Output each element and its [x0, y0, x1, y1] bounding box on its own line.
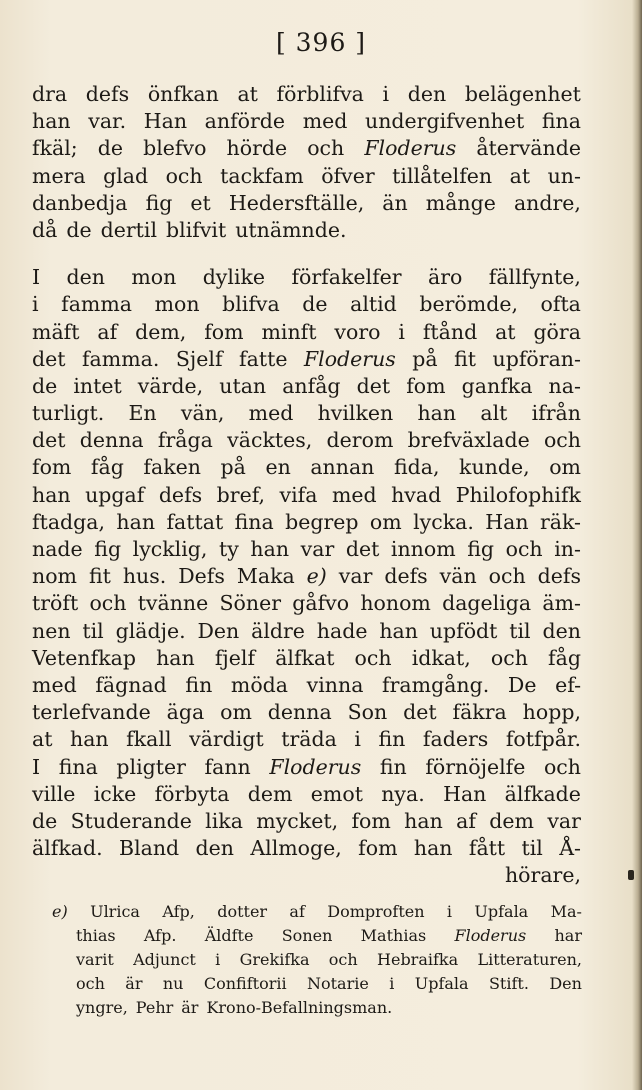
- body-line: Vetenfkap han fjelf älfkat och idkat, och fåg: [32, 645, 581, 670]
- footnote: [52, 900, 582, 1020]
- body-line: han upgaf defs bref, vifa med hvad Philofophifk: [32, 482, 581, 507]
- body-line: de intet värde, utan anfåg det fom ganfka na-: [32, 373, 581, 398]
- body-line: de Studerande lika mycket, fom han af dem var: [32, 808, 581, 833]
- body-line: mäft af dem, fom minft voro i ftånd at göra: [32, 319, 581, 344]
- body-text: [32, 81, 581, 889]
- catchword: hörare,: [504, 863, 581, 888]
- body-line: turligt. En vän, med hvilken han alt ifrån: [32, 401, 581, 426]
- body-line: då de dertil blifvit utnämnde.: [32, 217, 347, 242]
- body-line: danbedja fig et Hedersftälle, än månge andre,: [32, 190, 581, 215]
- body-line: fom fåg faken på en annan fida, kunde, om: [32, 455, 581, 480]
- body-line: ftadga, han fattat fina begrep om lycka. Han räk-: [32, 509, 581, 534]
- body-line: I den mon dylike förfakelfer äro fällfynte,: [32, 265, 581, 290]
- page-number: [ 396 ]: [275, 28, 367, 57]
- body-line: dra defs önfkan at förblifva i den belägenhet: [32, 82, 581, 106]
- body-line: at han fkall värdigt träda i fin faders fotfpår.: [32, 727, 581, 752]
- body-line: det denna fråga väcktes, derom brefväxlade och: [32, 428, 581, 453]
- body-line: ville icke förbyta dem emot nya. Han älfkade: [32, 781, 581, 806]
- body-line: nom fit hus. Defs Maka e) var defs vän och defs: [32, 564, 581, 589]
- page-spine-shadow: [632, 0, 642, 1090]
- footnote-line: och är nu Confiftorii Notarie i Upfala Stift. Den: [76, 974, 582, 993]
- body-line: han var. Han anförde med undergifvenhet fina: [32, 109, 581, 134]
- body-line: med fägnad fin möda vinna framgång. De ef-: [32, 672, 581, 697]
- body-line: I fina pligter fann Floderus fin förnöjelfe och: [32, 754, 581, 779]
- body-line: i famma mon blifva de altid berömde, ofta: [32, 292, 581, 317]
- body-line: fkäl; de blefvo hörde och Floderus återvände: [32, 136, 581, 161]
- body-line: nen til glädje. Den äldre hade han upfödt til den: [32, 618, 581, 643]
- body-line: det famma. Sjelf fatte Floderus på fit upföran-: [32, 346, 581, 371]
- footnote-line: thias Afp. Äldfte Sonen Mathias Floderus har: [76, 926, 582, 945]
- body-line: terlefvande äga om denna Son det fäkra hopp,: [32, 700, 581, 725]
- footnote-line: e) Ulrica Afp, dotter af Domproften i Upfala Ma-: [52, 902, 582, 921]
- body-line: älfkad. Bland den Allmoge, fom han fått til Å-: [32, 836, 581, 861]
- body-line: nade fig lycklig, ty han var det innom fig och in-: [32, 537, 581, 561]
- body-line: tröft och tvänne Söner gåfvo honom dageliga äm-: [32, 591, 581, 616]
- body-line: mera glad och tackfam öfver tillåtelfen at un-: [32, 163, 581, 188]
- margin-mark: [628, 870, 634, 880]
- footnote-line: yngre, Pehr är Krono-Befallningsman.: [76, 998, 393, 1017]
- footnote-line: varit Adjunct i Grekifka och Hebraifka Litteraturen,: [76, 950, 582, 969]
- paragraph-gap: [32, 244, 581, 264]
